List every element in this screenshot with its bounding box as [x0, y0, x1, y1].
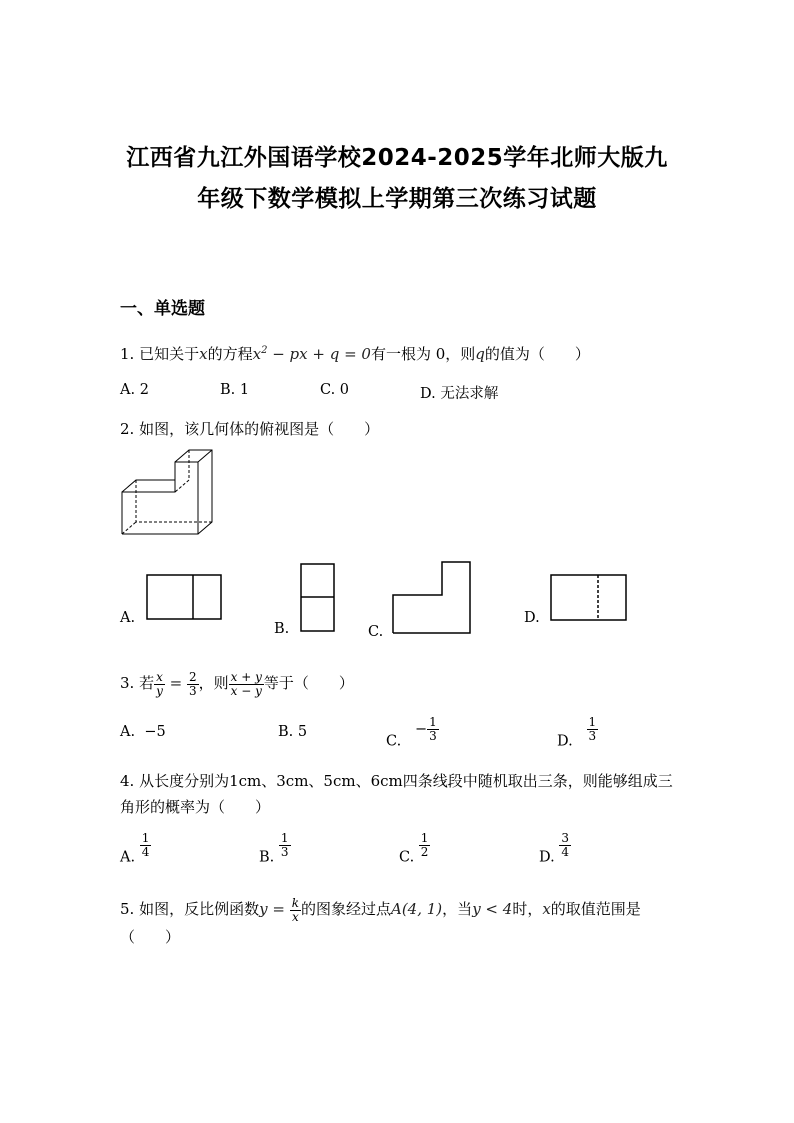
q2-option-c-label[interactable]: C.: [368, 624, 384, 640]
q3-option-d[interactable]: D. $\frac{1}{3}$: [557, 715, 597, 750]
q3-option-c[interactable]: C. − $\frac{1}{3}$: [386, 715, 437, 750]
question-3: [120, 666, 354, 700]
fraction-k-over-x: $\frac{k}{x}$: [291, 895, 299, 924]
q3-option-b[interactable]: B. 5: [278, 724, 308, 740]
q4-option-a[interactable]: A. $\frac{1}{4}$: [120, 831, 150, 866]
point-a: A(4, 1): [391, 900, 443, 918]
question-text: 如图，该几何体的俯视图是（ ）: [139, 420, 380, 438]
equation: [253, 345, 371, 363]
q3-option-a[interactable]: A. −5: [120, 724, 166, 740]
question-text: ，当: [442, 900, 473, 918]
equals-sign: =: [164, 674, 187, 692]
q1-option-b[interactable]: B. 1: [220, 382, 250, 398]
section-heading: 一、单选题: [120, 299, 205, 319]
q2-option-c-figure[interactable]: [392, 561, 472, 635]
question-text: 的取值范围是（ ）: [120, 900, 641, 946]
q1-option-d[interactable]: D. 无法求解: [420, 386, 499, 402]
question-text: 若: [139, 674, 155, 692]
question-text: 如图，反比例函数: [139, 900, 260, 918]
question-text: 等于（ ）: [263, 674, 354, 692]
q2-option-d-figure[interactable]: [550, 574, 628, 622]
fraction-x-over-y: $\frac{x}{y}$: [156, 669, 163, 698]
question-4: [120, 768, 680, 820]
math-variable: q: [475, 345, 485, 363]
fraction-sum-over-difference: $\frac{x + y}{x - y}$: [230, 669, 262, 698]
exponent: 2: [261, 345, 268, 356]
q1-option-a[interactable]: A. 2: [120, 382, 149, 398]
q2-option-b-label[interactable]: B.: [274, 621, 290, 637]
question-number: 1.: [120, 345, 135, 363]
page-title-line-1: 江西省九江外国语学校2024-2025学年北师大版九: [126, 145, 668, 171]
question-text: 有一根为 0，则: [370, 345, 476, 363]
q2-option-d-label[interactable]: D.: [524, 610, 540, 626]
question-number: 4.: [120, 772, 135, 790]
question-text: 已知关于: [139, 345, 200, 363]
q4-option-d[interactable]: D. $\frac{3}{4}$: [539, 831, 569, 866]
question-5: [120, 896, 680, 950]
page-title-line-2: 年级下数学模拟上学期第三次练习试题: [197, 186, 597, 212]
condition: y < 4: [472, 900, 513, 918]
equation-term: x: [252, 345, 262, 363]
question-number: 3.: [120, 674, 135, 692]
question-text: 的图象经过点: [300, 900, 391, 918]
q2-option-b-figure[interactable]: [300, 563, 336, 633]
question-text: 时，: [512, 900, 543, 918]
question-number: 2.: [120, 420, 135, 438]
question-2: [120, 418, 379, 440]
fraction-two-thirds: $\frac{2}{3}$: [189, 669, 197, 698]
question-number: 5.: [120, 900, 135, 918]
q1-option-c[interactable]: C. 0: [320, 382, 350, 398]
q2-option-a-figure[interactable]: [146, 574, 222, 620]
question-1: [120, 340, 590, 365]
question-text: 从长度分别为1cm、3cm、5cm、6cm四条线段中随机取出三条，则能够组成三角形的概率为（ ）: [120, 772, 673, 816]
question-text: 的方程: [207, 345, 253, 363]
question-text: ，则: [198, 674, 229, 692]
math-variable: x: [199, 345, 208, 363]
function-lhs: y =: [259, 900, 290, 918]
equation-term: − px + q = 0: [267, 345, 371, 363]
math-variable: x: [542, 900, 551, 918]
question-text: 的值为（ ）: [484, 345, 590, 363]
q4-option-b[interactable]: B. $\frac{1}{3}$: [259, 831, 289, 866]
q4-option-c[interactable]: C. $\frac{1}{2}$: [399, 831, 429, 866]
q2-option-a-label[interactable]: A.: [120, 610, 136, 626]
geometric-solid-figure: [118, 448, 218, 540]
